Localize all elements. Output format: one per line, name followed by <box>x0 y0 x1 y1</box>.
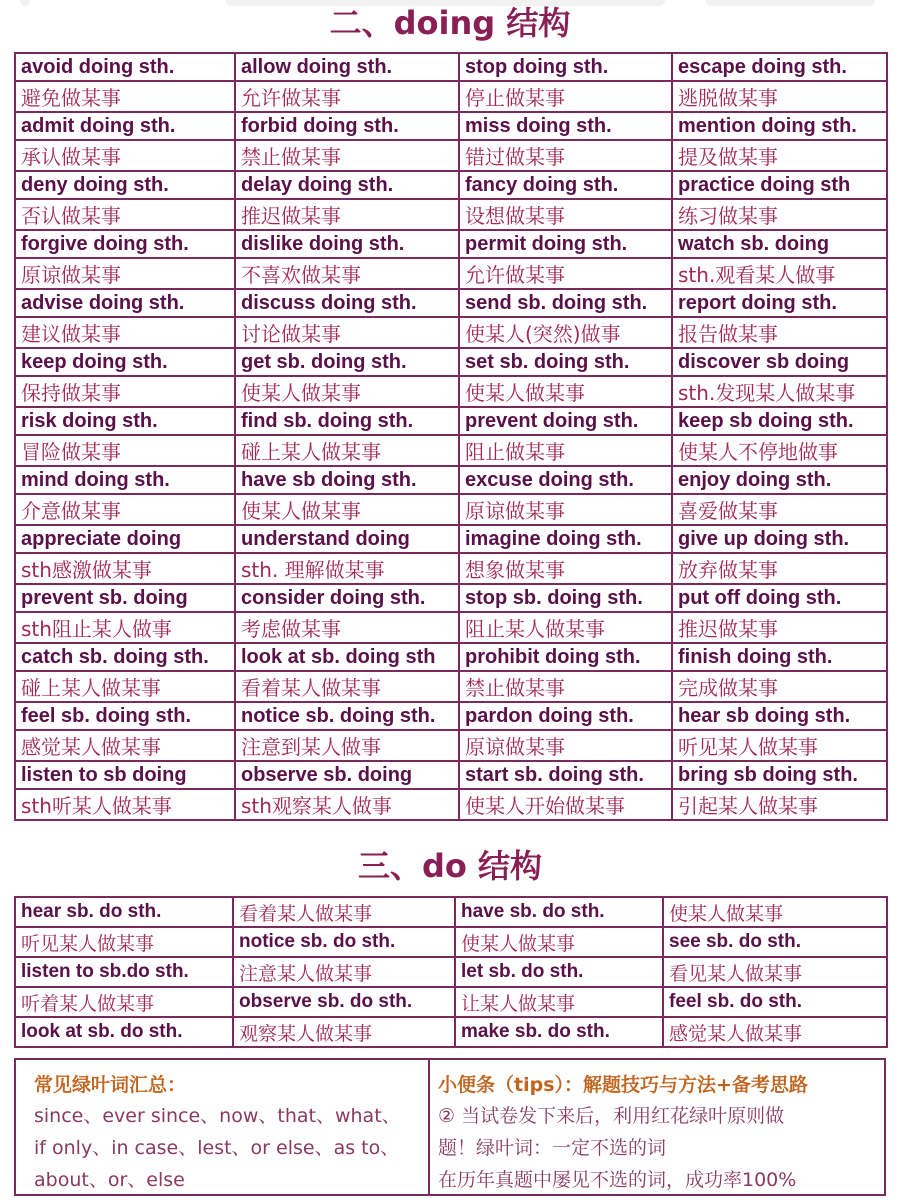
translation-cell: 完成做某事 <box>672 671 887 702</box>
translation-cell: 冒险做某事 <box>15 435 235 466</box>
phrase-row <box>15 525 887 553</box>
translation-cell: 禁止做某事 <box>235 140 459 171</box>
translation-cell: sth感激做某事 <box>15 553 235 584</box>
phrase-cell: keep sb doing sth. <box>672 407 887 435</box>
translation-cell: 使某人不停地做事 <box>672 435 887 466</box>
translation-cell: 报告做某事 <box>672 317 887 348</box>
tips-panel <box>430 1060 884 1194</box>
phrase-cell: avoid doing sth. <box>15 53 235 81</box>
phrase-row <box>15 53 887 81</box>
translation-cell: sth.发现某人做某事 <box>672 376 887 407</box>
translation-row <box>15 435 887 466</box>
phrase-cell: notice sb. do sth. <box>233 927 455 957</box>
translation-cell: 使某人做某事 <box>663 897 887 927</box>
phrase-cell: feel sb. do sth. <box>663 987 887 1017</box>
translation-cell: 提及做某事 <box>672 140 887 171</box>
section-doing-title: 二、doing 结构 <box>329 4 571 42</box>
phrase-cell: finish doing sth. <box>672 643 887 671</box>
phrase-cell: stop doing sth. <box>459 53 672 81</box>
phrase-cell: keep doing sth. <box>15 348 235 376</box>
translation-row <box>15 258 887 289</box>
translation-cell: 使某人做某事 <box>455 927 663 957</box>
do-row <box>15 957 887 987</box>
translation-cell: 允许做某事 <box>235 81 459 112</box>
phrase-cell: make sb. do sth. <box>455 1017 663 1047</box>
translation-cell: 介意做某事 <box>15 494 235 525</box>
phrase-cell: permit doing sth. <box>459 230 672 258</box>
translation-cell: 碰上某人做某事 <box>235 435 459 466</box>
translation-cell: 允许做某事 <box>459 258 672 289</box>
translation-row <box>15 553 887 584</box>
phrase-cell: discover sb doing <box>672 348 887 376</box>
translation-cell: 放弃做某事 <box>672 553 887 584</box>
phrase-cell: hear sb. do sth. <box>15 897 233 927</box>
translation-cell: 使某人做某事 <box>459 376 672 407</box>
translation-row <box>15 199 887 230</box>
phrase-cell: feel sb. doing sth. <box>15 702 235 730</box>
translation-cell: sth阻止某人做事 <box>15 612 235 643</box>
translation-cell: 讨论做某事 <box>235 317 459 348</box>
translation-cell: sth观察某人做事 <box>235 789 459 820</box>
translation-cell: 看见某人做某事 <box>663 957 887 987</box>
phrase-cell: have sb. do sth. <box>455 897 663 927</box>
translation-cell: 不喜欢做某事 <box>235 258 459 289</box>
phrase-cell: pardon doing sth. <box>459 702 672 730</box>
translation-cell: 建议做某事 <box>15 317 235 348</box>
phrase-cell: see sb. do sth. <box>663 927 887 957</box>
phrase-cell: mention doing sth. <box>672 112 887 140</box>
phrase-cell: excuse doing sth. <box>459 466 672 494</box>
phrase-row <box>15 761 887 789</box>
translation-cell: 使某人做某事 <box>235 494 459 525</box>
phrase-cell: practice doing sth <box>672 171 887 199</box>
translation-cell: 看着某人做某事 <box>235 671 459 702</box>
phrase-cell: consider doing sth. <box>235 584 459 612</box>
translation-cell: 原谅做某事 <box>459 730 672 761</box>
phrase-row <box>15 289 887 317</box>
green-leaf-line: if only、in case、lest、or else、as to、 <box>34 1137 400 1159</box>
translation-cell: 让某人做某事 <box>455 987 663 1017</box>
translation-cell: 看着某人做某事 <box>233 897 455 927</box>
translation-cell: 引起某人做某事 <box>672 789 887 820</box>
translation-row <box>15 376 887 407</box>
translation-row <box>15 317 887 348</box>
translation-cell: 推迟做某事 <box>235 199 459 230</box>
translation-cell: 使某人(突然)做事 <box>459 317 672 348</box>
phrase-cell: imagine doing sth. <box>459 525 672 553</box>
translation-cell: 承认做某事 <box>15 140 235 171</box>
translation-cell: 原谅做某事 <box>15 258 235 289</box>
translation-row <box>15 789 887 820</box>
tips-line: 在历年真题中屡见不选的词，成功率100% <box>438 1169 797 1191</box>
phrase-cell: admit doing sth. <box>15 112 235 140</box>
do-row <box>15 987 887 1017</box>
translation-cell: 观察某人做某事 <box>233 1017 455 1047</box>
phrase-cell: catch sb. doing sth. <box>15 643 235 671</box>
phrase-cell: risk doing sth. <box>15 407 235 435</box>
translation-cell: sth.观看某人做事 <box>672 258 887 289</box>
phrase-row <box>15 702 887 730</box>
translation-cell: sth听某人做某事 <box>15 789 235 820</box>
phrase-cell: prevent doing sth. <box>459 407 672 435</box>
translation-cell: 阻止做某事 <box>459 435 672 466</box>
green-leaf-title: 常见绿叶词汇总： <box>34 1074 187 1096</box>
translation-cell: 推迟做某事 <box>672 612 887 643</box>
translation-cell: 避免做某事 <box>15 81 235 112</box>
translation-cell: 原谅做某事 <box>459 494 672 525</box>
translation-cell: 设想做某事 <box>459 199 672 230</box>
phrase-cell: look at sb. doing sth <box>235 643 459 671</box>
phrase-cell: delay doing sth. <box>235 171 459 199</box>
translation-row <box>15 494 887 525</box>
tips-title: 小便条（tips）：解题技巧与方法+备考思路 <box>438 1074 808 1096</box>
phrase-cell: bring sb doing sth. <box>672 761 887 789</box>
phrase-row <box>15 112 887 140</box>
translation-cell: 想象做某事 <box>459 553 672 584</box>
phrase-cell: miss doing sth. <box>459 112 672 140</box>
do-row <box>15 1017 887 1047</box>
translation-cell: 停止做某事 <box>459 81 672 112</box>
translation-cell: 练习做某事 <box>672 199 887 230</box>
translation-row <box>15 612 887 643</box>
do-row <box>15 897 887 927</box>
do-structure-table <box>14 896 888 1048</box>
phrase-cell: advise doing sth. <box>15 289 235 317</box>
translation-cell: 保持做某事 <box>15 376 235 407</box>
translation-row <box>15 81 887 112</box>
phrase-cell: deny doing sth. <box>15 171 235 199</box>
translation-cell: 否认做某事 <box>15 199 235 230</box>
phrase-cell: fancy doing sth. <box>459 171 672 199</box>
translation-cell: 注意到某人做事 <box>235 730 459 761</box>
tips-line: ② 当试卷发下来后，利用红花绿叶原则做 <box>438 1105 785 1127</box>
phrase-cell: observe sb. do sth. <box>233 987 455 1017</box>
phrase-cell: dislike doing sth. <box>235 230 459 258</box>
phrase-row <box>15 584 887 612</box>
phrase-cell: mind doing sth. <box>15 466 235 494</box>
phrase-cell: hear sb doing sth. <box>672 702 887 730</box>
phrase-cell: listen to sb.do sth. <box>15 957 233 987</box>
phrase-cell: put off doing sth. <box>672 584 887 612</box>
green-leaf-line: about、or、else <box>34 1169 185 1191</box>
phrase-cell: understand doing <box>235 525 459 553</box>
phrase-row <box>15 348 887 376</box>
phrase-cell: start sb. doing sth. <box>459 761 672 789</box>
translation-cell: 感觉某人做某事 <box>663 1017 887 1047</box>
phrase-cell: forgive doing sth. <box>15 230 235 258</box>
green-leaf-line: since、ever since、now、that、what、 <box>34 1105 401 1127</box>
phrase-row <box>15 466 887 494</box>
phrase-cell: allow doing sth. <box>235 53 459 81</box>
green-leaf-words-panel <box>16 1060 430 1194</box>
phrase-cell: set sb. doing sth. <box>459 348 672 376</box>
translation-cell: 逃脱做某事 <box>672 81 887 112</box>
phrase-cell: send sb. doing sth. <box>459 289 672 317</box>
phrase-cell: look at sb. do sth. <box>15 1017 233 1047</box>
phrase-cell: get sb. doing sth. <box>235 348 459 376</box>
translation-cell: 喜爱做某事 <box>672 494 887 525</box>
translation-cell: 注意某人做某事 <box>233 957 455 987</box>
translation-cell: 听见某人做某事 <box>672 730 887 761</box>
phrase-row <box>15 407 887 435</box>
phrase-row <box>15 643 887 671</box>
section-do-title: 三、do 结构 <box>357 847 543 885</box>
translation-row <box>15 140 887 171</box>
phrase-cell: find sb. doing sth. <box>235 407 459 435</box>
phrase-cell: discuss doing sth. <box>235 289 459 317</box>
translation-cell: 考虑做某事 <box>235 612 459 643</box>
phrase-cell: prohibit doing sth. <box>459 643 672 671</box>
tips-line: 题！绿叶词：一定不选的词 <box>438 1137 667 1159</box>
phrase-cell: forbid doing sth. <box>235 112 459 140</box>
translation-row <box>15 671 887 702</box>
translation-cell: 听见某人做某事 <box>15 927 233 957</box>
tips-box <box>14 1058 886 1196</box>
phrase-row <box>15 230 887 258</box>
translation-cell: 听着某人做某事 <box>15 987 233 1017</box>
phrase-cell: report doing sth. <box>672 289 887 317</box>
translation-cell: 感觉某人做某事 <box>15 730 235 761</box>
translation-cell: 使某人做某事 <box>235 376 459 407</box>
phrase-row <box>15 171 887 199</box>
phrase-cell: give up doing sth. <box>672 525 887 553</box>
translation-row <box>15 730 887 761</box>
doing-structure-table <box>14 52 888 821</box>
phrase-cell: notice sb. doing sth. <box>235 702 459 730</box>
phrase-cell: enjoy doing sth. <box>672 466 887 494</box>
translation-cell: 碰上某人做某事 <box>15 671 235 702</box>
phrase-cell: appreciate doing <box>15 525 235 553</box>
do-row <box>15 927 887 957</box>
phrase-cell: observe sb. doing <box>235 761 459 789</box>
phrase-cell: prevent sb. doing <box>15 584 235 612</box>
phrase-cell: listen to sb doing <box>15 761 235 789</box>
translation-cell: sth. 理解做某事 <box>235 553 459 584</box>
translation-cell: 禁止做某事 <box>459 671 672 702</box>
phrase-cell: stop sb. doing sth. <box>459 584 672 612</box>
phrase-cell: escape doing sth. <box>672 53 887 81</box>
phrase-cell: watch sb. doing <box>672 230 887 258</box>
translation-cell: 错过做某事 <box>459 140 672 171</box>
translation-cell: 使某人开始做某事 <box>459 789 672 820</box>
phrase-cell: let sb. do sth. <box>455 957 663 987</box>
phrase-cell: have sb doing sth. <box>235 466 459 494</box>
translation-cell: 阻止某人做某事 <box>459 612 672 643</box>
